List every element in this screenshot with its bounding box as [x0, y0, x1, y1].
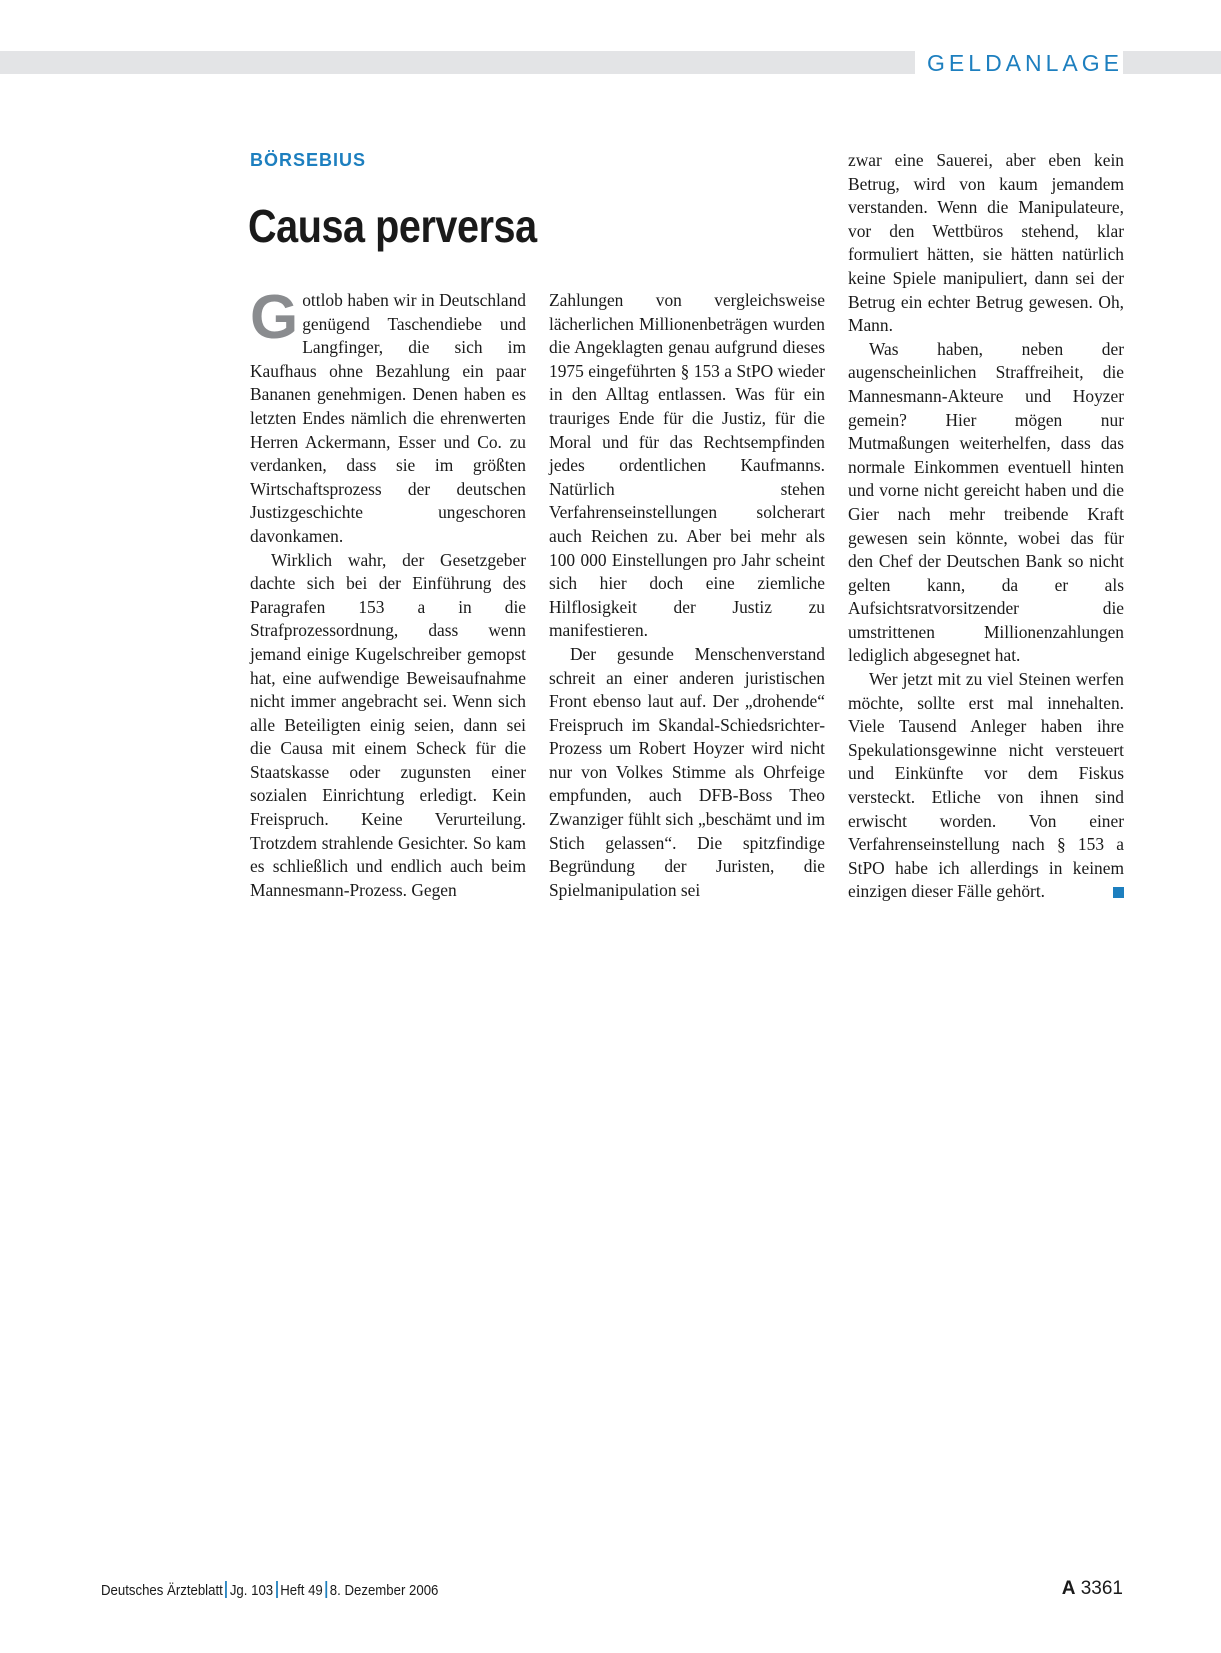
- article-column-1: [250, 283, 526, 902]
- page-number: [1062, 1578, 1123, 1600]
- paragraph: Der gesunde Menschenverstand schreit an einer anderen juristischen Front ebenso laut auf. Der „drohende“ Freispruch im Skandal-Schiedsrichter-Prozess um Robert Hoyzer wird nicht nur von Volkes Stimme als Ohrfeige empfunden, auch DFB-Boss Theo Zwanziger fühlt sich „beschämt und im Stich gelassen“. Die spitzfindige Begründung der Juristen, die Spielmanipulation sei: [549, 643, 825, 900]
- article-column-2: [549, 289, 825, 902]
- dropcap: G: [250, 283, 299, 352]
- separator: [225, 1581, 227, 1598]
- section-label: GELDANLAGE: [915, 48, 1123, 78]
- issue: Heft 49: [280, 1582, 323, 1599]
- footer-citation: [101, 1581, 438, 1599]
- page-prefix: A: [1061, 1578, 1076, 1599]
- volume: Jg. 103: [229, 1582, 274, 1599]
- paragraph: Zahlungen von vergleichsweise lächerlichen Millionenbeträgen wurden die Angeklagten genau aufgrund dieses 1975 eingeführten § 153 a StPO wieder in den Alltag entlassen. Was für ein trauriges Ende für die Justiz, für die Moral und für das Rechtsempfinden jedes ordentlichen Kaufmanns. Natürlich stehen Verfahrenseinstellungen solcherart auch Reichen zu. Aber bei mehr als 100 000 Einstellungen pro Jahr scheint sich hier doch eine ziemliche Hilflosigkeit der Justiz zu manifestieren.: [549, 290, 825, 641]
- paragraph-text: ottlob haben wir in Deutschland genügend Taschendiebe und Langfinger, die sich im Kaufhaus ohne Bezahlung ein paar Bananen genehmigen. Denen haben es letzten Endes nämlich die ehrenwerten Herren Ackermann, Esser und Co. zu verdanken, dass sie im größten Wirtschaftsprozess der deutschen Justizgeschichte ungeschoren davonkamen.: [250, 290, 526, 546]
- paragraph: [250, 283, 526, 549]
- separator: [276, 1581, 278, 1598]
- end-of-article-square-icon: [1113, 887, 1124, 898]
- issue-date: 8. Dezember 2006: [329, 1582, 439, 1599]
- column-kicker: BÖRSEBIUS: [250, 150, 367, 170]
- paragraph: Was haben, neben der augenscheinlichen Straffreiheit, die Mannesmann-Akteure und Hoyzer gemein? Hier mögen nur Mutmaßungen weiterhelfen, dass das normale Einkommen eventuell hinten und vorne nicht gereicht haben und die Gier nach mehr treibende Kraft gewesen sein könnte, wobei das für den Chef der Deutschen Bank so nicht gelten kann, da er als Aufsichtsratvorsitzender die umstrittenen Millionenzahlungen lediglich abgesegnet hat.: [848, 338, 1124, 666]
- paragraph: Wirklich wahr, der Gesetzgeber dachte sich bei der Einführung des Paragrafen 153 a in die Strafprozessordnung, dass wenn jemand einige Kugelschreiber gemopst hat, eine aufwendige Beweisaufnahme nicht immer angebracht sei. Wenn sich alle Beteiligten einig seien, dann sei die Causa mit einem Scheck für die Staatskasse oder zugunsten einer sozialen Einrichtung erledigt. Kein Freispruch. Keine Verurteilung. Trotzdem strahlende Gesichter. So kam es schließlich und endlich auch beim Mannesmann-Prozess. Gegen: [250, 549, 526, 900]
- paragraph-last: [848, 668, 1124, 904]
- article-title: Causa perversa: [248, 200, 537, 252]
- journal-name: Deutsches Ärzteblatt: [101, 1582, 223, 1599]
- page-number-value: 3361: [1080, 1578, 1123, 1599]
- separator: [325, 1581, 327, 1598]
- paragraph-text: Wer jetzt mit zu viel Steinen werfen möchte, sollte erst mal innehalten. Viele Tausend Anleger haben ihre Spekulationsgewinne nicht versteuert und Einkünfte vor dem Fiskus versteckt. Etliche von ihnen sind erwischt worden. Von einer Verfahrenseinstellung nach § 153 a StPO habe ich allerdings in keinem einzigen dieser Fälle gehört.: [848, 669, 1124, 902]
- paragraph: zwar eine Sauerei, aber eben kein Betrug, wird von kaum jemandem verstanden. Wenn die Manipulateure, vor den Wettbüros stehend, klar formuliert hätten, sie hätten natürlich keine Spiele manipuliert, dann sei der Betrug ein echter Betrug gewesen. Oh, Mann.: [848, 150, 1124, 336]
- article-column-3: [848, 149, 1124, 904]
